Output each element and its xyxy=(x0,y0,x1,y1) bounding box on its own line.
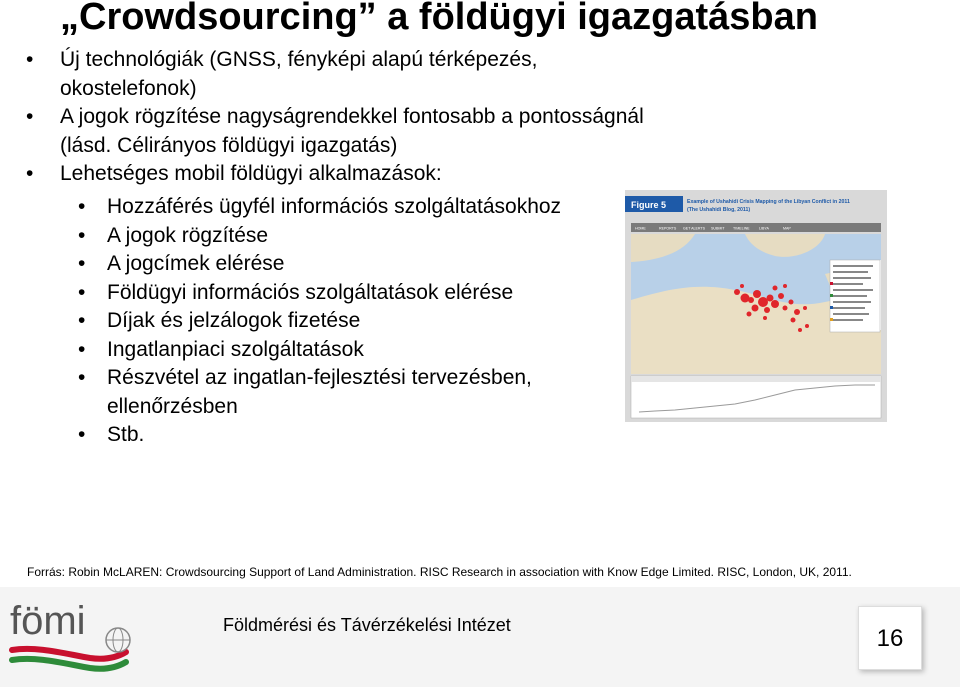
bullet-item: • A jogok rögzítése nagyságrendekkel fontosabb a pontosságnál (lásd. Célirányos földügyi igazgatás) xyxy=(24,103,644,160)
main-bullet-list xyxy=(24,46,644,189)
map-nav-tab: REPORTS xyxy=(659,226,677,231)
timeline-chart xyxy=(631,376,881,418)
sub-bullet-item: • Földügyi információs szolgáltatások elérése xyxy=(75,279,635,308)
sub-bullet-item: • Stb. xyxy=(75,421,635,450)
slide-footer xyxy=(0,587,960,687)
sub-bullet-item: • Ingatlanpiaci szolgáltatások xyxy=(75,336,635,365)
ushahidi-map-figure xyxy=(625,190,887,422)
sub-bullet-item: • A jogok rögzítése xyxy=(75,222,635,251)
bullet-item: • Lehetséges mobil földügyi alkalmazások: xyxy=(24,160,644,189)
figure-caption-line1: Example of Ushahidi Crisis Mapping of the Libyan Conflict in 2011 xyxy=(687,199,850,205)
map-nav-tab: HOME xyxy=(635,226,646,231)
slide-title: „Crowdsourcing” a földügyi igazgatásban xyxy=(60,0,818,38)
map-nav-tab: TIMELINE xyxy=(733,226,750,231)
sub-bullet-item: • A jogcímek elérése xyxy=(75,250,635,279)
sub-bullet-item: • Részvétel az ingatlan-fejlesztési tervezésben, ellenőrzésben xyxy=(75,364,635,421)
map-nav-tab: GET ALERTS xyxy=(683,226,706,231)
figure-caption-line2: (The Ushahidi Blog, 2011) xyxy=(687,207,751,213)
institute-name: Földmérési és Távérzékelési Intézet xyxy=(223,615,511,635)
map-nav-tab: SUBMIT xyxy=(711,226,725,231)
source-citation: Forrás: Robin McLAREN: Crowdsourcing Support of Land Administration. RISC Research in association with Know Edge Limited. RISC, London, UK, 2011. xyxy=(27,565,852,579)
sub-bullet-item: • Hozzáférés ügyfél információs szolgáltatásokhoz xyxy=(75,193,635,222)
sub-bullet-item: • Díjak és jelzálogok fizetése xyxy=(75,307,635,336)
sub-bullet-list xyxy=(75,193,635,450)
page-number: 16 xyxy=(876,625,904,652)
figure-label: Figure 5 xyxy=(631,200,667,210)
fomi-logo-text: fömi xyxy=(10,599,86,643)
map-nav-tab: MAP xyxy=(783,226,791,231)
bullet-item: • Új technológiák (GNSS, fényképi alapú térképezés, okostelefonok) xyxy=(24,46,644,103)
fomi-logo xyxy=(8,592,138,680)
page-number-box xyxy=(858,606,922,670)
map-nav-tab: LIBYA xyxy=(759,226,769,231)
